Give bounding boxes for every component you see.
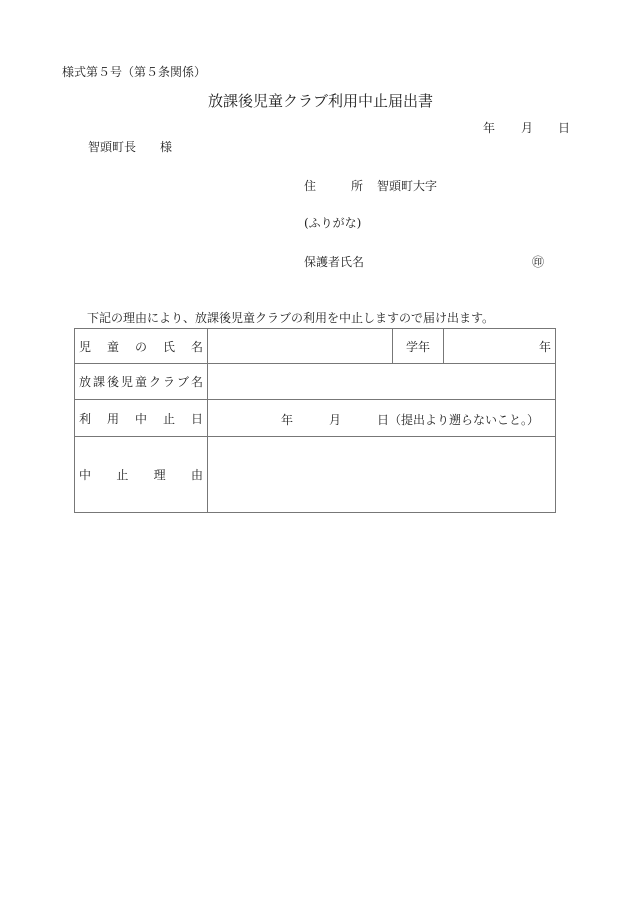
grade-label: 学年	[393, 329, 444, 364]
address-label-1: 住	[304, 179, 317, 193]
club-name-field[interactable]	[208, 364, 556, 400]
stop-date-field[interactable]	[208, 400, 556, 437]
date-day: 日	[558, 121, 571, 135]
stop-date-day-note: 日（提出より遡らないこと。）	[377, 413, 540, 427]
table-row	[75, 329, 556, 364]
address-value: 智頭町大字	[377, 179, 438, 193]
stop-date-label: 利 用 中 止 日	[75, 400, 208, 437]
child-name-field[interactable]	[208, 329, 393, 364]
statement: 下記の理由により、放課後児童クラブの利用を中止しますので届け出ます。	[87, 311, 495, 325]
table-row	[75, 437, 556, 513]
grade-field[interactable]	[444, 329, 556, 364]
addressee-name: 智頭町長	[88, 140, 137, 154]
club-name-label: 放課後児童クラブ名	[75, 364, 208, 400]
date-year: 年	[483, 121, 496, 135]
date-month: 月	[521, 121, 534, 135]
seal-mark: ㊞	[532, 255, 545, 269]
reason-label: 中 止 理 由	[75, 437, 208, 513]
furigana-label: (ふりがな)	[304, 216, 362, 230]
child-name-label: 児 童 の 氏 名	[75, 329, 208, 364]
table-row	[75, 364, 556, 400]
address-label-2: 所	[351, 179, 364, 193]
form-table	[74, 328, 556, 513]
document-title: 放課後児童クラブ利用中止届出書	[208, 92, 434, 110]
addressee-honorific: 様	[160, 140, 173, 154]
table-row	[75, 400, 556, 437]
stop-date-year: 年	[281, 413, 294, 427]
guardian-name-label: 保護者氏名	[304, 255, 365, 269]
grade-unit: 年	[538, 339, 551, 354]
form-number: 様式第５号（第５条関係）	[62, 65, 207, 79]
stop-date-month: 月	[329, 413, 342, 427]
reason-field[interactable]	[208, 437, 556, 513]
